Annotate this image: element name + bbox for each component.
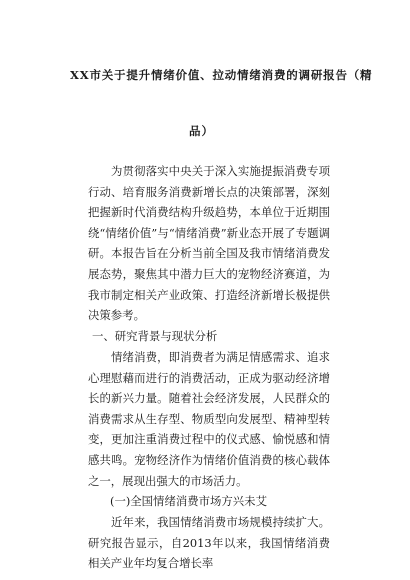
document-title-continued: 品）: [189, 124, 214, 138]
section-heading: 一、研究背景与现状分析: [92, 329, 218, 343]
subsection-paragraph: 近年来，我国情绪消费市场规模持续扩大。研究报告显示，自2013年以来，我国情绪消费相关产业年均复合增长率: [88, 515, 330, 571]
section-paragraph: 情绪消费，即消费者为满足情感需求、追求心理慰藉而进行的消费活动，正成为驱动经济增长的新兴力量。随着社会经济发展，人民群众的消费需求从生存型、物质型向发展型、精神型转变，更加注重消费过程中的仪式感、愉悦感和情感共鸣。宠物经济作为情绪价值消费的核心载体之一，展现出强大的市场活力。: [88, 350, 330, 488]
document-title: XX市关于提升情绪价值、拉动情绪消费的调研报告（精: [70, 68, 373, 82]
intro-paragraph: 为贯彻落实中央关于深入实施提振消费专项行动、培育服务消费新增长点的决策部署，深刻把握新时代消费结构升级趋势，本单位于近期围绕“情绪价值”与“情绪消费”新业态开展了专题调研。本报告旨在分析当前全国及我市情绪消费发展态势，聚焦其中潜力巨大的宠物经济赛道，为我市制定相关产业政策、打造经济新增长极提供决策参考。: [88, 164, 330, 323]
subsection-heading: (一)全国情绪消费市场方兴未艾: [110, 494, 267, 508]
